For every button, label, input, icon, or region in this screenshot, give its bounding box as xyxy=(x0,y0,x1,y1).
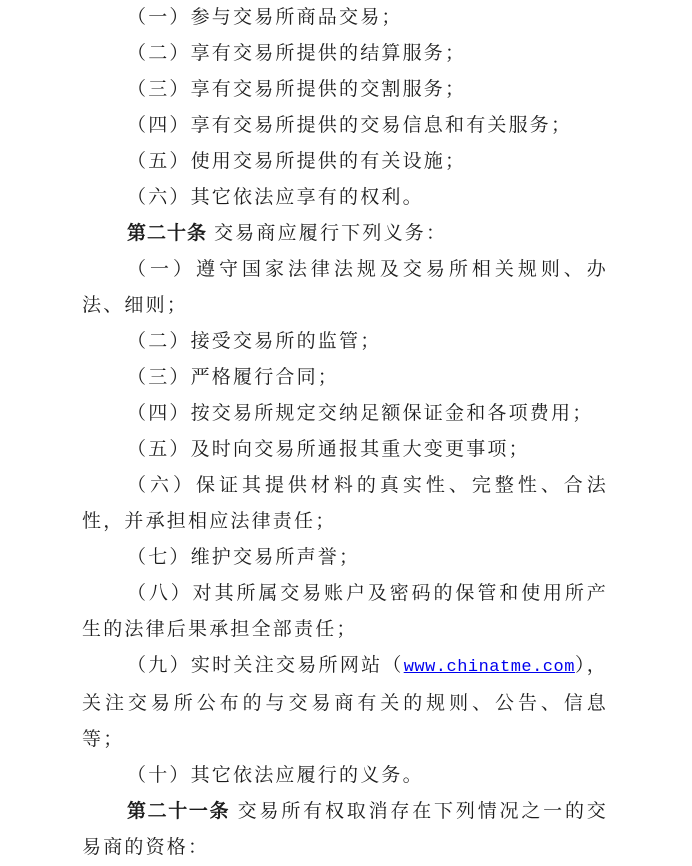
clause-text: （四）享有交易所提供的交易信息和有关服务； xyxy=(127,115,573,136)
clause-text: （一）遵守国家法律法规及交易所相关规则、办法、细则； xyxy=(82,259,608,316)
clause-text: （五）使用交易所提供的有关设施； xyxy=(127,151,467,172)
obligation-item-2 xyxy=(82,324,608,360)
obligation-item-4 xyxy=(82,396,608,432)
rights-item-2 xyxy=(82,36,608,72)
clause-text: （七）维护交易所声誉； xyxy=(127,547,361,568)
clause-text: （五）及时向交易所通报其重大变更事项； xyxy=(127,439,530,460)
clause-text: （三）严格履行合同； xyxy=(127,367,340,388)
obligation-item-7 xyxy=(82,540,608,576)
clause-text: （一）参与交易所商品交易； xyxy=(127,7,403,28)
rights-item-6 xyxy=(82,180,608,216)
article-20-heading xyxy=(82,216,608,252)
clause-text: 交易所有权取消存在下列情况之一的交易商的资格： xyxy=(82,801,608,858)
obligation-item-3 xyxy=(82,360,608,396)
clause-text: （二）享有交易所提供的结算服务； xyxy=(127,43,467,64)
clause-text: 交易商应履行下列义务： xyxy=(207,223,448,244)
clause-text: （四）按交易所规定交纳足额保证金和各项费用； xyxy=(127,403,594,424)
clause-text: （十）其它依法应履行的义务。 xyxy=(127,765,424,786)
exchange-website-link[interactable]: www.chinatme.com xyxy=(403,658,575,677)
obligation-item-6 xyxy=(82,468,608,540)
rights-item-5 xyxy=(82,144,608,180)
obligation-item-10 xyxy=(82,758,608,794)
obligation-item-5 xyxy=(82,432,608,468)
clause-text: （六）保证其提供材料的真实性、完整性、合法性，并承担相应法律责任； xyxy=(82,475,608,532)
clause-text: （三）享有交易所提供的交割服务； xyxy=(127,79,467,100)
article-number: 第二十一条 xyxy=(127,801,231,822)
article-number: 第二十条 xyxy=(127,223,208,244)
clause-text: （六）其它依法应享有的权利。 xyxy=(127,187,424,208)
rights-item-1 xyxy=(82,0,608,36)
obligation-item-9 xyxy=(82,648,608,758)
article-21-heading xyxy=(82,794,608,866)
rights-item-4 xyxy=(82,108,608,144)
obligation-item-1 xyxy=(82,252,608,324)
clause-text: （二）接受交易所的监管； xyxy=(127,331,382,352)
obligation-item-8 xyxy=(82,576,608,648)
clause-text: （八）对其所属交易账户及密码的保管和使用所产生的法律后果承担全部责任； xyxy=(82,583,608,640)
rights-item-3 xyxy=(82,72,608,108)
clause-text: （九）实时关注交易所网站（ xyxy=(127,655,404,676)
clause-text: ），关注交易所公布的与交易商有关的规则、公告、信息等； xyxy=(82,655,608,750)
